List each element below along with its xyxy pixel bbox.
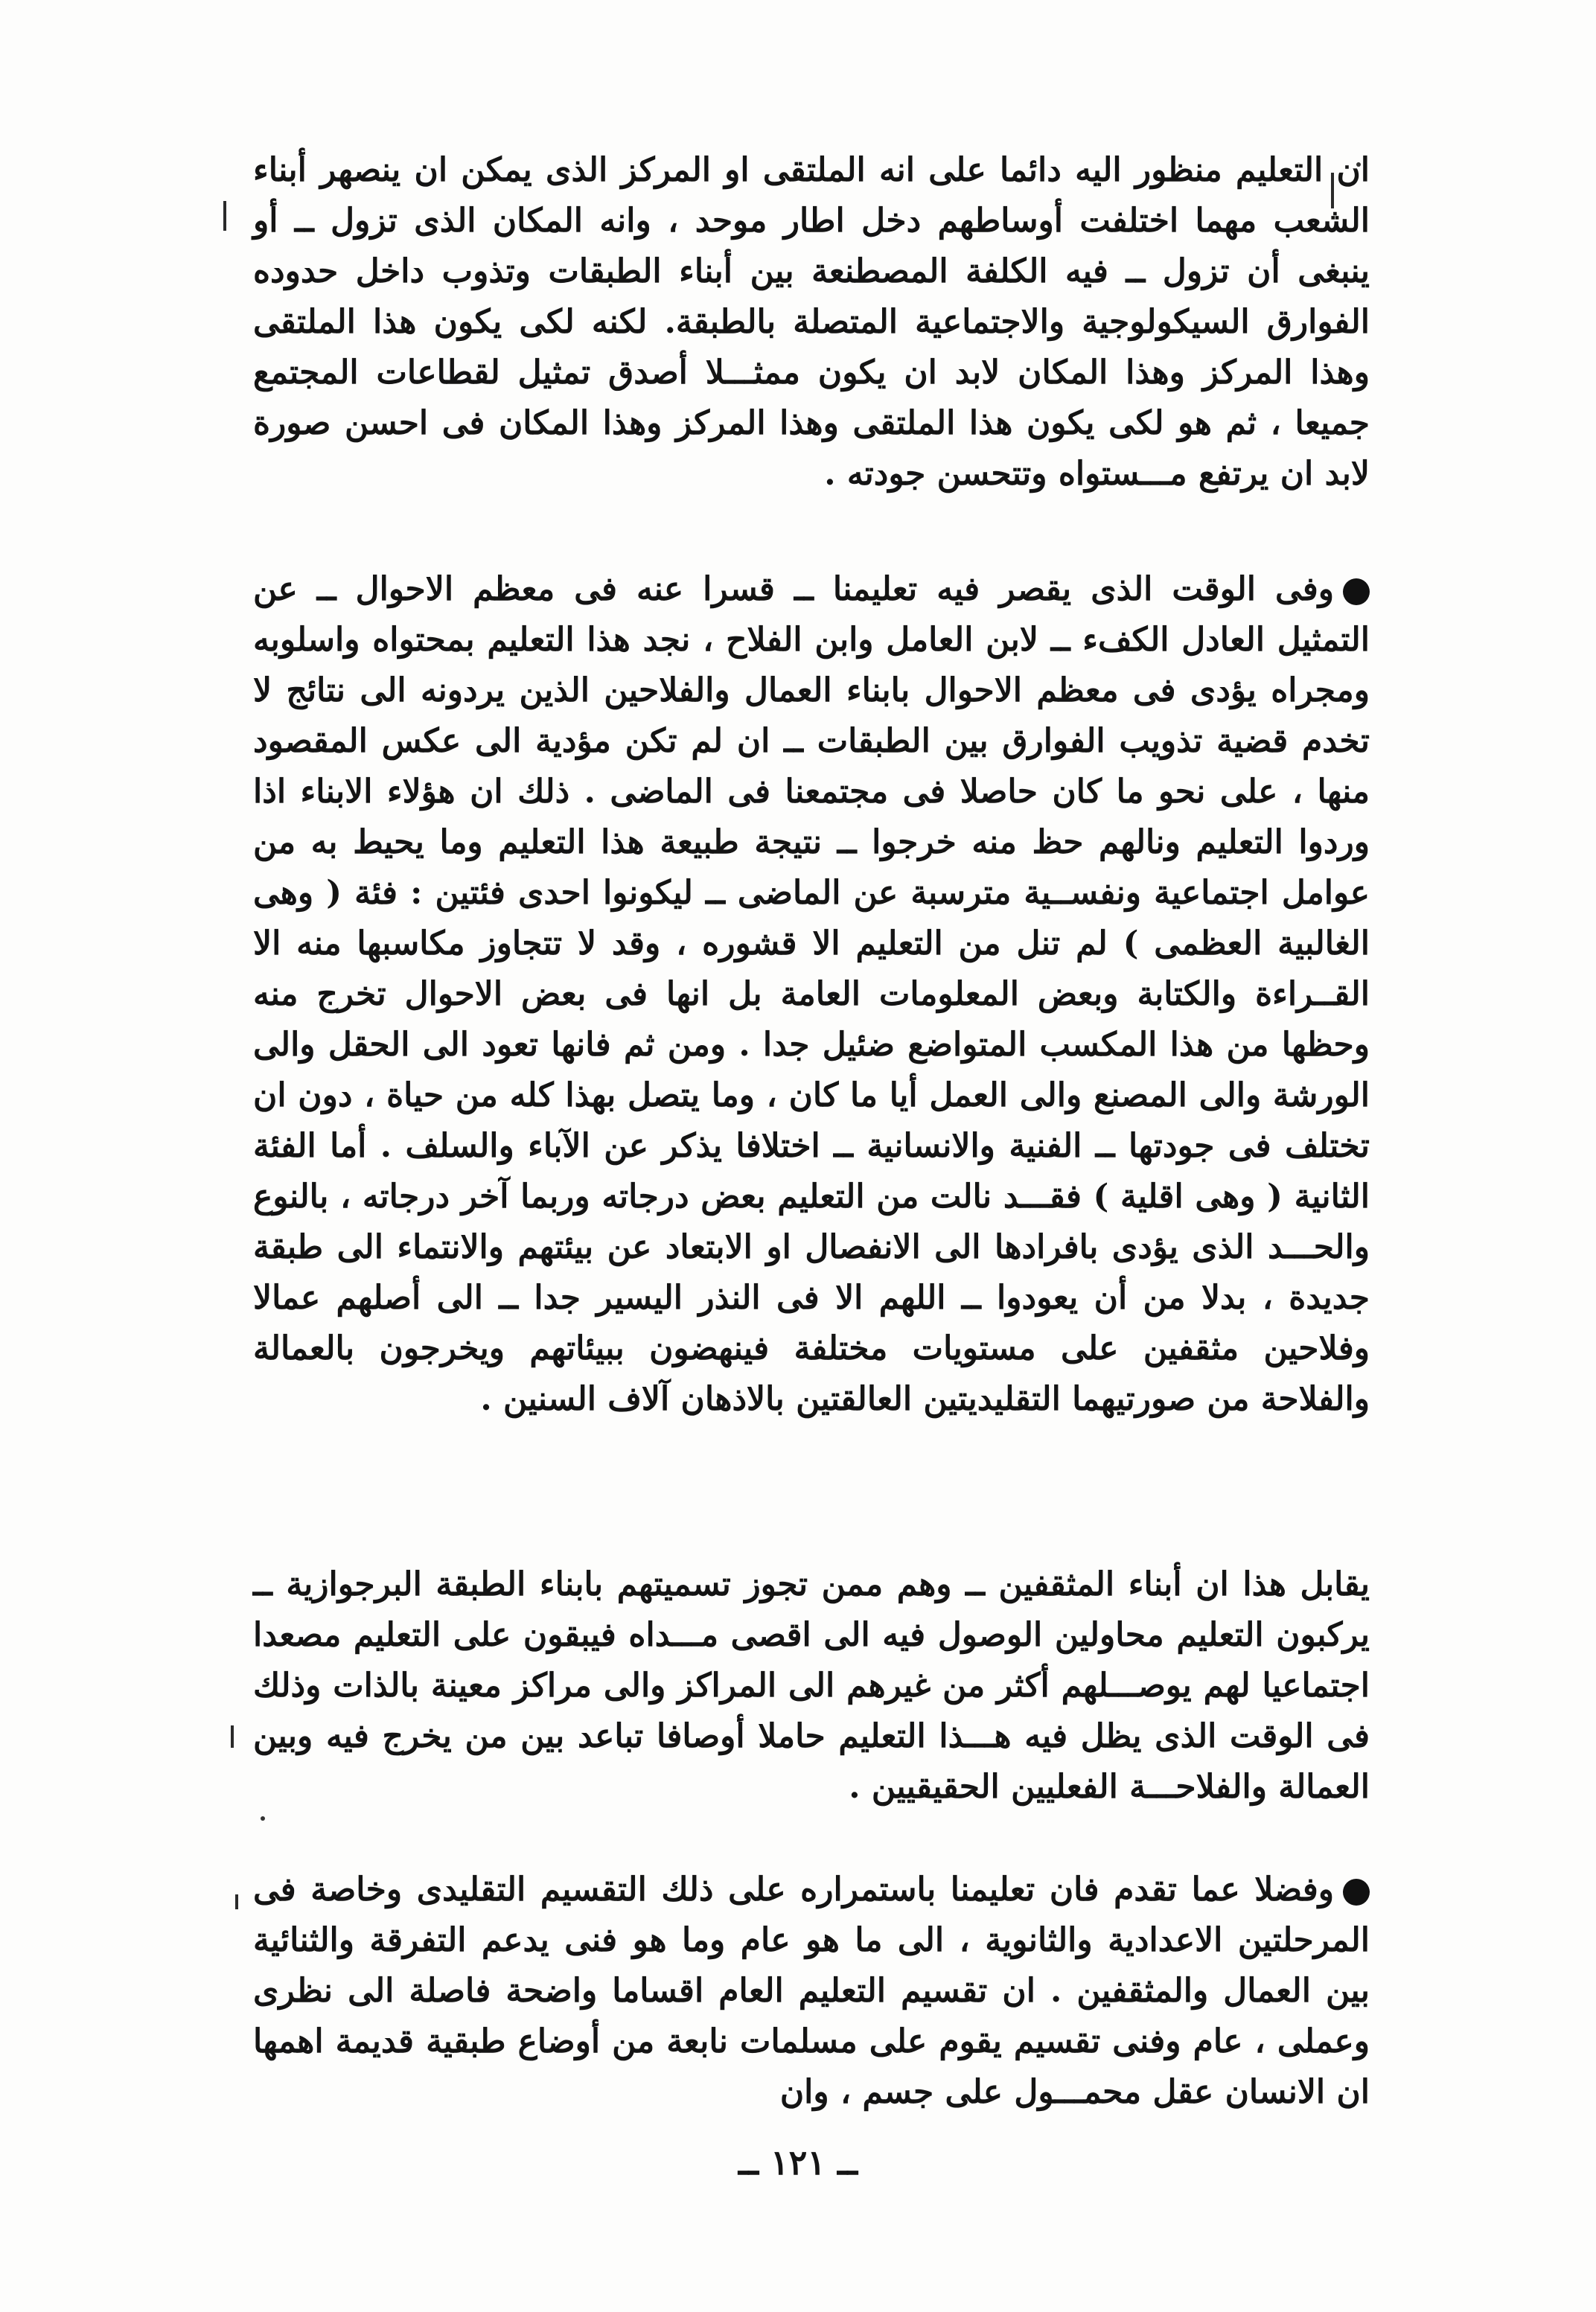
paragraph-text: وفضلا عما تقدم فان تعليمنا باستمراره على ذلك التقسيم التقليدى وخاصة فى المرحلتين الاعدادية والثانوية ، الى ما هو عام وما هو فنى يدعم التفرقة والثنائية بين العمال والمثقفين . ان تقسيم التعليم العام اقساما واضحة فاصلة الى نظرى وعملى ، عام وفنى تقسيم يقوم على مسلمات نابعة من أوضاع طبقية قديمة اهمها ان الانسان عقل محمـــول على جسم ، وان: [253, 1871, 1370, 2111]
paragraph-4: [253, 1865, 1370, 2118]
paragraph-text: ان التعليم منظور اليه دائما على انه الملتقى او المركز الذى يمكن ان ينصهر أبناء الشعب مهما اختلفت أوساطهم دخل اطار موحد ، وانه المكان الذى تزول ــ أو ينبغى أن تزول ــ فيه الكلفة المصطنعة بين أبناء الطبقات وتذوب داخل حدوده الفوارق السيكولوجية والاجتماعية المتصلة بالطبقة. لكنه لكى يكون هذا الملتقى وهذا المركز وهذا المكان لابد ان يكون ممثـــلا أصدق تمثيل لقطاعات المجتمع جميعا ، ثم هو لكى يكون هذا الملتقى وهذا المركز وهذا المكان فى احسن صورة لابد ان يرتفع مـــستواه وتتحسن جودته .: [253, 151, 1370, 493]
scan-mark: [231, 1725, 234, 1748]
paragraph-line: [253, 1865, 1370, 2118]
paragraph-text: وفى الوقت الذى يقصر فيه تعليمنا ــ قسرا عنه فى معظم الاحوال ــ عن التمثيل العادل الكفء ــ لابن العامل وابن الفلاح ، نجد هذا التعليم بمحتواه واسلوبه ومجراه يؤدى فى معظم الاحوال بابناء العمال والفلاحين الذين يردونه الى نتائج لا تخدم قضية تذويب الفوارق بين الطبقات ــ ان لم تكن مؤدية الى عكس المقصود منها ، على نحو ما كان حاصلا فى مجتمعنا فى الماضى . ذلك ان هؤلاء الابناء اذا وردوا التعليم ونالهم حظ منه خرجوا ــ نتيجة طبيعة هذا التعليم وما يحيط به من عوامل اجتماعية ونفســية مترسبة عن الماضى ــ ليكونوا احدى فئتين : فئة ( وهى الغالبية العظمى ) لم تنل من التعليم الا قشوره ، وقد لا تتجاوز مكاسبها منه الا القــراءة والكتابة وبعض المعلومات العامة بل انها فى بعض الاحوال تخرج منه وحظها من هذا المكسب المتواضع ضئيل جدا . ومن ثم فانها تعود الى الحقل والى الورشة والى المصنع والى العمل أيا ما كان ، وما يتصل بهذا كله من حياة ، دون ان تختلف فى جودتها ــ الفنية والانسانية ــ اختلافا يذكر عن الآباء والسلف . أما الفئة الثانية ( وهى اقلية ) فقـــد نالت من التعليم بعض درجاته وربما آخر درجاته ، بالنوع والحـــد الذى يؤدى بافرادها الى الانفصال او الابتعاد عن بيئتهم والانتماء الى طبقة جديدة ، بدلا من أن يعودوا ــ اللهم الا فى النذر اليسير جدا ــ الى أصلهم عمالا وفلاحين مثقفين على مستويات مختلفة فينهضون ببيئاتهم ويخرجون بالعمالة والفلاحة من صورتيهما التقليديتين العالقتين بالاذهان آلاف السنين .: [253, 570, 1370, 1418]
bullet-icon: [1343, 1879, 1370, 1906]
paragraph-2: [253, 564, 1370, 1425]
bullet-icon: [1343, 578, 1370, 605]
scan-speck: [261, 1816, 265, 1821]
paragraph-line: [253, 564, 1370, 1425]
page-number: ــ ١٢١ ــ: [738, 2142, 858, 2182]
scan-mark: [235, 1894, 238, 1909]
paragraph-text: يقابل هذا ان أبناء المثقفين ــ وهم ممن تجوز تسميتهم بابناء الطبقة البرجوازية ــ يركبون التعليم محاولين الوصول فيه الى اقصى مـــداه فيبقون على التعليم مصعدا اجتماعيا لهم يوصـــلهم أكثر من غيرهم الى المراكز والى مراكز معينة بالذات وذلك فى الوقت الذى يظل فيه هـــذا التعليم حاملا أوصافا تباعد بين من يخرج فيه وبين العمالة والفلاحـــة الفعليين الحقيقيين .: [253, 1565, 1370, 1806]
paragraph-3: [253, 1559, 1370, 1813]
scan-mark: [223, 201, 226, 231]
paragraph-1: [253, 145, 1370, 499]
